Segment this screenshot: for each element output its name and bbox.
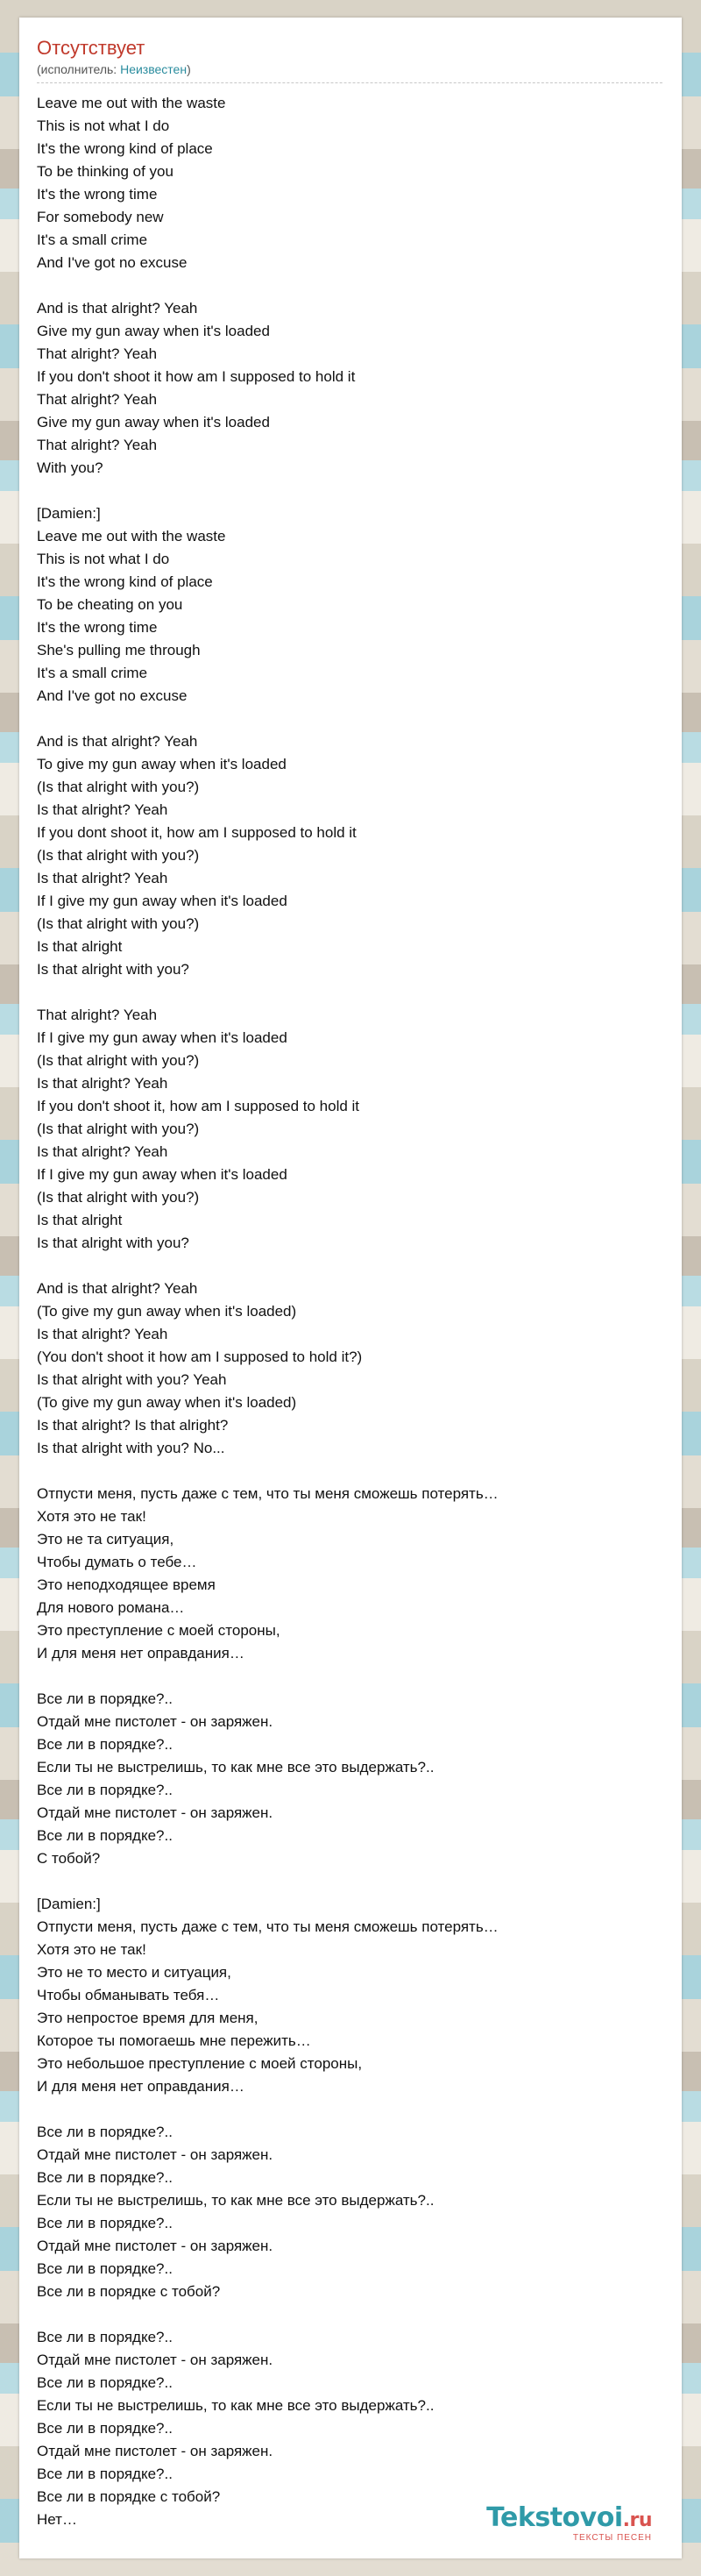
performer-link[interactable]: Неизвестен (120, 62, 188, 76)
logo-name: Tekstovoi (486, 2502, 623, 2533)
lyrics-card (19, 18, 682, 2558)
performer-prefix: (исполнитель: (37, 62, 121, 76)
song-header (19, 18, 682, 77)
logo-tld: .ru (622, 2509, 652, 2531)
logo-tagline: ТЕКСТЫ ПЕСЕН (572, 2533, 652, 2543)
performer-line (37, 61, 682, 77)
lyrics-text: Leave me out with the waste This is not what I do It's the wrong kind of place To be thinking of you It's the wrong time For somebody new It's a small crime And I've got no excuse And is that alright? Yeah Give my gun away when it's loaded That alright? Yeah If you don't shoot it how am I supposed to hold it That alright? Yeah Give my gun away when it's loaded That alright? Yeah With you? [Damien:] Leave me out with the waste This is not what I do It's the wrong kind of place To be cheating on you It's the wrong time She's pulling me through It's a small crime And I've got no excuse And is that alright? Yeah To give my gun away when it's loaded (Is that alright with you?) Is that alright? Yeah If you dont shoot it, how am I supposed to hold it (Is that alright with you?) Is that alright? Yeah If I give my gun away when it's loaded (Is that alright with you?) Is that alright Is that alright with you? That alright? Yeah If I give my gun away when it's loaded (Is that alright with you?) Is that alright? Yeah If you don't shoot it, how am I supposed to hold it (Is that alright with you?) Is that alright? Yeah If I give my gun away when it's loaded (Is that alright with you?) Is that alright Is that alright with you? And is that alright? Yeah (To give my gun away when it's loaded) Is that alright? Yeah (You don't shoot it how am I supposed to hold it?) Is that alright with you? Yeah (To give my gun away when it's loaded) Is that alright? Is that alright? Is that alright with you? No... Отпусти меня, пусть даже с тем, что ты меня сможешь потерять… Хотя это не так! Это не та ситуация, Чтобы думать о тебе… Это неподходящее время Для нового романа… Это преступление с моей стороны, И для меня нет оправдания… Все ли в порядке?.. Отдай мне пистолет - он заряжен. Все ли в порядке?.. Если ты не выстрелишь, то как мне все это выдержать?.. Все ли в порядке?.. Отдай мне пистолет - он заряжен. Все ли в порядке?.. С тобой? [Damien:] Отпусти меня, пусть даже с тем, что ты меня сможешь потерять… Хотя это не так! Это не то место и ситуация, Чтобы обманывать тебя… Это непростое время для меня, Которое ты помогаешь мне пережить… Это небольшое преступление с моей стороны, И для меня нет оправдания… Все ли в порядке?.. Отдай мне пистолет - он заряжен. Все ли в порядке?.. Если ты не выстрелишь, то как мне все это выдержать?.. Все ли в порядке?.. Отдай мне пистолет - он заряжен. Все ли в порядке?.. Все ли в порядке с тобой? Все ли в порядке?.. Отдай мне пистолет - он заряжен. Все ли в порядке?.. Если ты не выстрелишь, то как мне все это выдержать?.. Все ли в порядке?.. Отдай мне пистолет - он заряжен. Все ли в порядке?.. Все ли в порядке с тобой? Нет… (37, 95, 499, 2528)
logo-wordmark (486, 2504, 652, 2535)
performer-suffix: ) (187, 62, 191, 76)
site-logo[interactable] (486, 2504, 652, 2543)
song-title: Отсутствует (37, 37, 145, 59)
